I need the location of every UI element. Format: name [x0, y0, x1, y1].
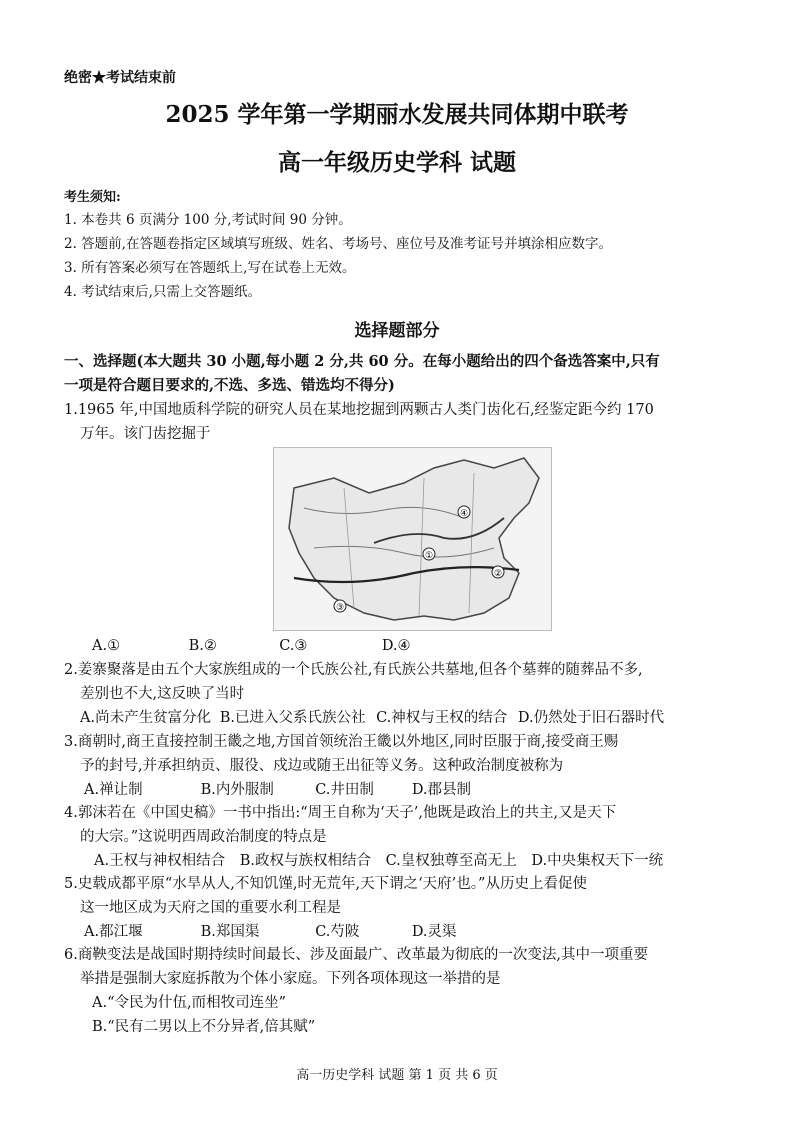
map-drawing	[274, 448, 551, 630]
question-text: 2.姜寨聚落是由五个大家族组成的一个氏族公社,有氏族公共墓地,但各个墓葬的随葬品不多,	[64, 662, 643, 678]
option[interactable]: A.①	[92, 638, 121, 654]
question-1	[64, 398, 736, 446]
option[interactable]: D.仍然处于旧石器时代	[517, 710, 665, 726]
question-text: 3.商朝时,商王直接控制王畿之地,方国首领统治王畿以外地区,同时臣服于商,接受商王赐	[64, 734, 619, 750]
question-text: 予的封号,并承担纳贡、服役、戍边或随王出征等义务。这种政治制度被称为	[80, 758, 564, 774]
option[interactable]: B.②	[188, 638, 217, 654]
part-heading-line: 一、选择题(本大题共 30 小题,每小题 2 分,共 60 分。在每小题给出的四个备选答案中,只有	[64, 353, 660, 370]
question-text: 1.1965 年,中国地质科学院的研究人员在某地挖掘到两颗古人类门齿化石,经鉴定距今约 170	[64, 402, 654, 418]
option[interactable]: C.井田制	[315, 782, 374, 798]
question-3	[64, 730, 736, 802]
question-2	[64, 658, 736, 730]
question-text: 的大宗。”这说明西周政治制度的特点是	[80, 829, 327, 845]
option[interactable]: B.已进入父系氏族公社	[219, 710, 366, 726]
map-label-4: ④	[459, 509, 469, 519]
page-footer: 高一历史学科 试题 第 1 页 共 6 页	[296, 1068, 498, 1083]
section-title: 选择题部分	[354, 321, 440, 341]
option[interactable]: D.中央集权天下一统	[531, 853, 664, 869]
question-4	[64, 801, 736, 873]
question-3-options	[64, 778, 736, 802]
option[interactable]: B.内外服制	[200, 782, 274, 798]
option[interactable]: B.“民有二男以上不分异者,倍其赋”	[92, 1019, 316, 1035]
option[interactable]: C.芍陂	[315, 924, 360, 940]
question-text: 4.郭沫若在《中国史稿》一书中指出:“周王自称为‘天子’,他既是政治上的共主,又是天下	[64, 805, 617, 821]
exam-title: 2025 学年第一学期丽水发展共同体期中联考	[165, 101, 629, 128]
option[interactable]: C.神权与王权的结合	[376, 710, 508, 726]
option[interactable]: A.尚未产生贫富分化	[80, 710, 212, 726]
option[interactable]: A.王权与神权相结合	[94, 853, 226, 869]
question-text: 6.商鞅变法是战国时期持续时间最长、涉及面最广、改革最为彻底的一次变法,其中一项重要	[64, 947, 648, 963]
option[interactable]: A.“令民为什伍,而相牧司连坐”	[92, 995, 287, 1011]
exam-subtitle: 高一年级历史学科 试题	[277, 149, 516, 176]
question-2-options	[64, 706, 736, 730]
notice-item: 4. 考试结束后,只需上交答题纸。	[64, 284, 261, 300]
notice-item: 2. 答题前,在答题卷指定区域填写班级、姓名、考场号、座位号及准考证号并填涂相应数字。	[64, 236, 612, 252]
notice-list	[64, 208, 612, 304]
map-label-2: ②	[493, 569, 503, 579]
map-label-3: ③	[335, 603, 345, 613]
notice-item: 3. 所有答案必须写在答题纸上,写在试卷上无效。	[64, 260, 356, 276]
question-4-options	[64, 849, 736, 873]
option[interactable]: D.灵渠	[411, 924, 457, 940]
option[interactable]: B.郑国渠	[200, 924, 260, 940]
question-5	[64, 872, 736, 944]
notice-item: 1. 本卷共 6 页满分 100 分,考试时间 90 分钟。	[64, 212, 352, 228]
option[interactable]: C.③	[279, 638, 308, 654]
question-6	[64, 943, 736, 1039]
map-label-1: ①	[424, 551, 434, 561]
question-text: 万年。该门齿挖掘于	[80, 426, 211, 442]
notice-heading: 考生须知:	[64, 190, 121, 205]
china-map-figure	[273, 447, 552, 631]
part-heading-line: 一项是符合题目要求的,不选、多选、错选均不得分)	[64, 377, 395, 394]
question-text: 差别也不大,这反映了当时	[80, 686, 245, 702]
question-5-options	[64, 920, 736, 944]
question-1-options	[92, 634, 764, 658]
question-text: 5.史载成都平原“水旱从人,不知饥馑,时无荒年,天下谓之‘天府’也。”从历史上看促使	[64, 876, 587, 892]
part-heading	[64, 350, 736, 398]
question-text: 举措是强制大家庭拆散为个体小家庭。下列各项体现这一举措的是	[80, 971, 501, 987]
option[interactable]: B.政权与族权相结合	[239, 853, 371, 869]
option[interactable]: D.郡县制	[411, 782, 472, 798]
option[interactable]: A.禅让制	[84, 782, 143, 798]
option[interactable]: C.皇权独尊至高无上	[385, 853, 517, 869]
option[interactable]: D.④	[381, 638, 411, 654]
option[interactable]: A.都江堰	[84, 924, 143, 940]
confidential-label: 绝密★考试结束前	[64, 70, 176, 86]
map-outline	[289, 458, 539, 620]
question-text: 这一地区成为天府之国的重要水利工程是	[80, 900, 341, 916]
